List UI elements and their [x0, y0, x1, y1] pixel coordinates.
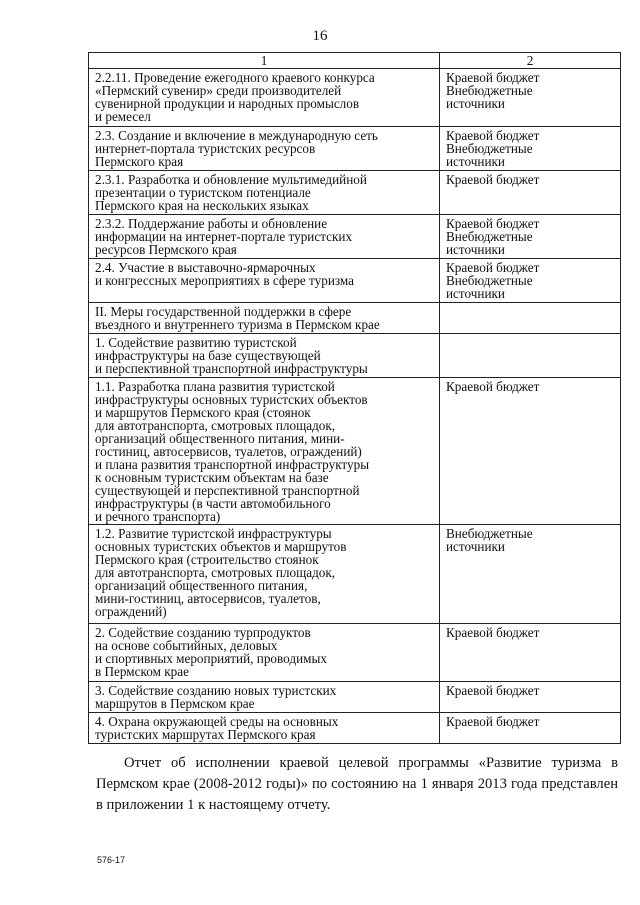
table-row: [89, 127, 621, 171]
measure-cell: 2.3. Создание и включение в международную сеть интернет-портала туристских ресурсов Пермского края: [89, 127, 440, 171]
table-header-row: [89, 53, 621, 69]
table-row: [89, 69, 621, 127]
measure-cell: 2.4. Участие в выставочно-ярмарочных и конгрессных мероприятиях в сфере туризма: [89, 259, 440, 303]
funding-source-cell: Краевой бюджет: [440, 682, 621, 713]
measure-cell: 1.2. Развитие туристской инфраструктуры основных туристских объектов и маршрутов Пермского края (строительство стоянок для автотранспорта, смотровых площадок, организаций общественного питания, мини-гостиниц, автосервисов, туалетов, ограждений): [89, 525, 440, 624]
funding-source-cell: Краевой бюджет Внебюджетные источники: [440, 69, 621, 127]
funding-source-cell: [440, 334, 621, 378]
funding-source-cell: Краевой бюджет Внебюджетные источники: [440, 215, 621, 259]
measure-cell: 2.3.1. Разработка и обновление мультимедийной презентации о туристском потенциале Пермского края на нескольких языках: [89, 171, 440, 215]
measure-cell: 2.3.2. Поддержание работы и обновление информации на интернет-портале туристских ресурсов Пермского края: [89, 215, 440, 259]
measure-cell: 4. Охрана окружающей среды на основных туристских маршрутах Пермского края: [89, 713, 440, 744]
column-header-1: 1: [89, 53, 440, 69]
table-row: [89, 334, 621, 378]
measures-table: [88, 52, 621, 744]
table-row: [89, 624, 621, 682]
funding-source-cell: Внебюджетные источники: [440, 525, 621, 624]
column-header-2: 2: [440, 53, 621, 69]
footer-code: 576-17: [97, 855, 126, 865]
funding-source-cell: [440, 303, 621, 334]
table-row: [89, 525, 621, 624]
funding-source-cell: Краевой бюджет Внебюджетные источники: [440, 259, 621, 303]
funding-source-cell: Краевой бюджет: [440, 171, 621, 215]
table-row: [89, 303, 621, 334]
table-row: [89, 171, 621, 215]
table-row: [89, 259, 621, 303]
report-paragraph: Отчет об исполнении краевой целевой программы «Развитие туризма в Пермском крае (2008-2012 годы)» по состоянию на 1 января 2013 года представлен в приложении 1 к настоящему отчету.: [96, 755, 618, 813]
funding-source-cell: Краевой бюджет: [440, 624, 621, 682]
funding-source-cell: Краевой бюджет: [440, 378, 621, 525]
table-row: [89, 378, 621, 525]
measure-cell: II. Меры государственной поддержки в сфере въездного и внутреннего туризма в Пермском крае: [89, 303, 440, 334]
measure-cell: 1. Содействие развитию туристской инфраструктуры на базе существующей и перспективной транспортной инфраструктуры: [89, 334, 440, 378]
measure-cell: 3. Содействие созданию новых туристских маршрутов в Пермском крае: [89, 682, 440, 713]
table-row: [89, 215, 621, 259]
funding-source-cell: Краевой бюджет Внебюджетные источники: [440, 127, 621, 171]
measure-cell: 1.1. Разработка плана развития туристской инфраструктуры основных туристских объектов и маршрутов Пермского края (стоянок для автотранспорта, смотровых площадок, организаций общественного питания, мини- гостиниц, автосервисов, туалетов, ограждений) и плана развития транспортной инфраструктуры к основным туристским объектам на базе существующей и перспективной транспортной инфраструктуры (в части автомобильного и речного транспорта): [89, 378, 440, 525]
measure-cell: 2.2.11. Проведение ежегодного краевого конкурса «Пермский сувенир» среди производителей сувенирной продукции и народных промыслов и ремесел: [89, 69, 440, 127]
table-row: [89, 713, 621, 744]
page-number: 16: [312, 28, 328, 44]
table-row: [89, 682, 621, 713]
measure-cell: 2. Содействие созданию турпродуктов на основе событийных, деловых и спортивных мероприятий, проводимых в Пермском крае: [89, 624, 440, 682]
funding-source-cell: Краевой бюджет: [440, 713, 621, 744]
